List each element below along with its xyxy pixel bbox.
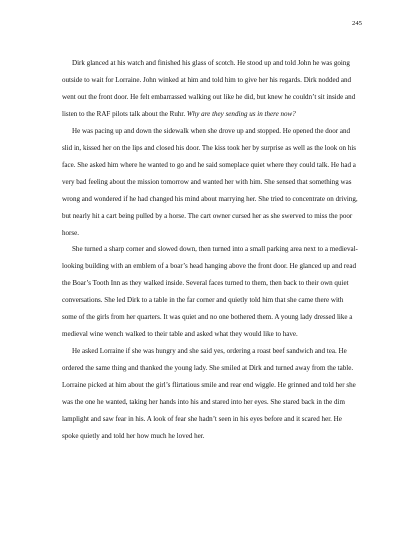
paragraph-1 [62, 55, 359, 123]
paragraph-1-italic-thought: Why are they sending us in there now? [186, 109, 296, 118]
paragraph-2: He was pacing up and down the sidewalk when she drove up and stopped. He opened the door and slid in, kissed her on the lips and closed his door. The kiss took her by surprise as well as the look on his face. She asked him where he wanted to go and he said someplace quiet where they could talk. He had a very bad feeling about the mission tomorrow and wanted her with him. She sensed that something was wrong and wondered if he had changed his mind about marrying her. She tried to concentrate on driving, but nearly hit a cart being pulled by a horse. The cart owner cursed her as she swerved to miss the poor horse. [62, 126, 358, 237]
paragraph-4: He asked Lorraine if she was hungry and she said yes, ordering a roast beef sandwich and tea. He ordered the same thing and thanked the young lady. She smiled at Dirk and turned away from the table. Lorraine picked at him about the girl’s flirtatious smile and rear end wiggle. He grinned and told her she was the one he wanted, taking her hands into his and stared into her eyes. She stared back in the dim lamplight and saw fear in his. A look of fear she hadn’t seen in his eyes before and it scared her. He spoke quietly and told her how much he loved her. [62, 347, 356, 440]
paragraph-3: She turned a sharp corner and slowed down, then turned into a small parking area next to a medieval-looking building with an emblem of a boar’s head hanging above the front door. He glanced up and read the Boar’s Tooth Inn as they walked inside. Several faces turned to them, then back to their own quiet conversations. She led Dirk to a table in the far corner and quietly told him that she came there with some of the girls from her quarters. It was quiet and no one bothered them. A young lady dressed like a medieval wine wench walked to their table and asked what they would like to have. [62, 245, 358, 339]
body-text [62, 55, 359, 445]
page-number: 245 [351, 20, 362, 27]
paragraph-1-text: Dirk glanced at his watch and finished his glass of scotch. He stood up and told John he was going outside to wait for Lorraine. John winked at him and told him to give her his regards. Dirk nodded and went out the front door. He felt embarrassed walking out like he did, but knew he couldn’t sit inside and listen to the RAF pilots talk about the Ruhr. [62, 59, 356, 118]
